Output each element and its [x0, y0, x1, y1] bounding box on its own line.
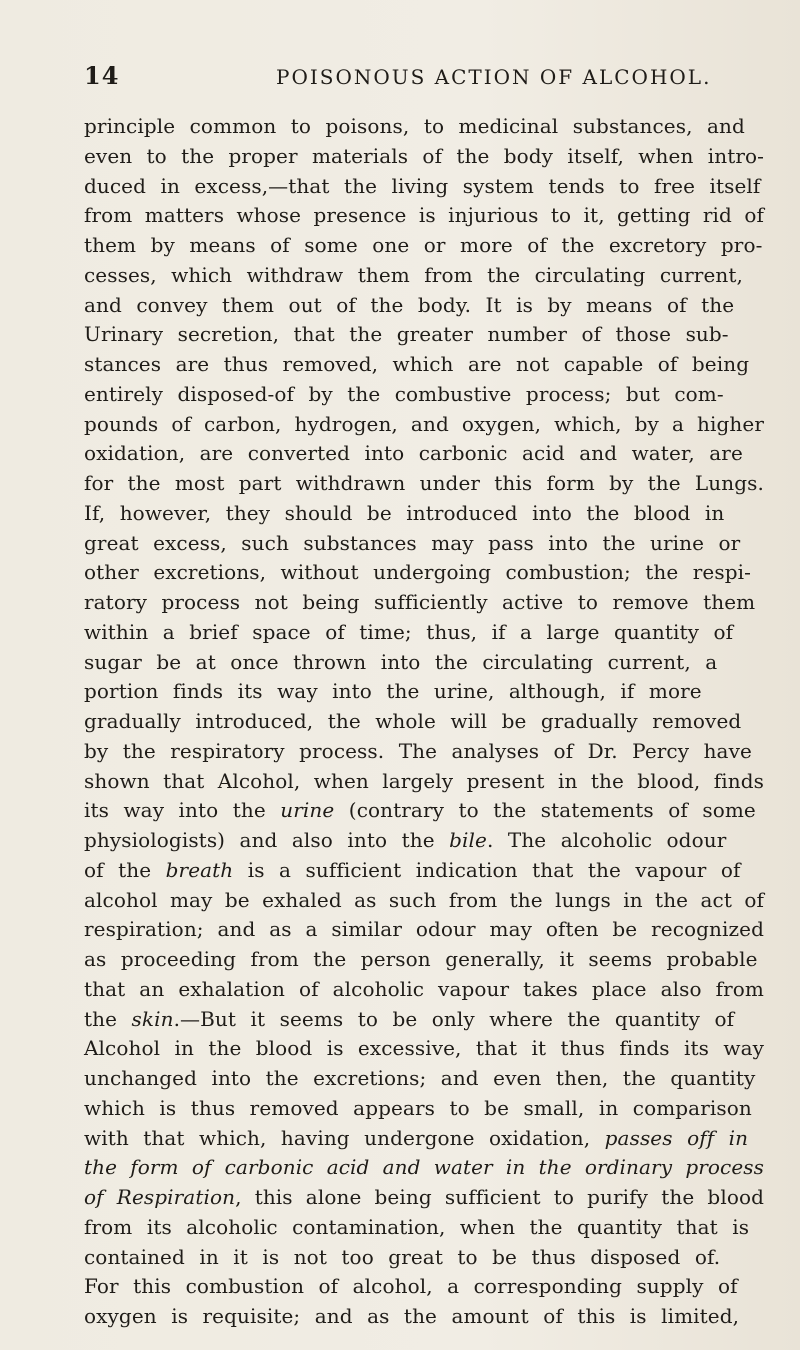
body-text: [84, 112, 764, 1332]
text-line: [84, 142, 764, 172]
text-run: contained in it is not too great to be thus disposed of.: [84, 1244, 721, 1269]
text-line: [84, 886, 764, 916]
text-run: alcohol may be exhaled as such from the lungs in the act of: [84, 887, 764, 912]
text-run: by the respiratory process. The analyses of Dr. Percy have: [84, 738, 752, 763]
text-line: [84, 231, 764, 261]
text-line: [84, 1094, 764, 1124]
text-run: (contrary to the statements of some: [334, 798, 756, 823]
text-run: and convey them out of the body. It is by means of the: [84, 292, 735, 317]
text-line: [84, 1034, 764, 1064]
text-line: [84, 1005, 764, 1035]
italic-text: urine: [280, 798, 335, 823]
text-line: [84, 1213, 764, 1243]
text-line: [84, 1124, 764, 1154]
text-run: from matters whose presence is injurious to it, getting rid of: [84, 203, 764, 228]
text-line: [84, 826, 764, 856]
text-run: unchanged into the excretions; and even then, the quantity: [84, 1066, 756, 1090]
text-run: stances are thus removed, which are not capable of being: [84, 352, 750, 376]
text-line: [84, 796, 764, 826]
text-run: For this combustion of alcohol, a corresponding supply of: [84, 1274, 738, 1299]
text-line: [84, 767, 764, 797]
text-line: [84, 856, 764, 886]
text-line: [84, 1153, 764, 1183]
text-run: even to the proper materials of the body itself, when intro-: [84, 143, 764, 168]
text-line: [84, 1243, 764, 1273]
italic-text: skin: [131, 1006, 174, 1031]
text-line: [84, 439, 764, 469]
text-run: with that which, having undergone oxidation,: [84, 1125, 605, 1150]
text-line: [84, 618, 764, 648]
text-run: duced in excess,—that the living system tends to free itself: [84, 173, 761, 198]
italic-text: of Respiration: [84, 1185, 236, 1209]
text-line: [84, 499, 764, 529]
text-run: shown that Alcohol, when largely present in the blood, finds: [84, 768, 764, 793]
text-line: [84, 648, 764, 678]
text-run: that an exhalation of alcoholic vapour takes place also from: [84, 976, 764, 1001]
italic-text: passes off in: [604, 1125, 749, 1150]
text-line: [84, 261, 764, 291]
text-run: the: [84, 1006, 132, 1031]
text-run: great excess, such substances may pass into the urine or: [84, 530, 741, 555]
text-run: entirely disposed-of by the combustive process; but com-: [84, 381, 724, 406]
text-run: within a brief space of time; thus, if a large quantity of: [84, 619, 734, 644]
text-line: [84, 291, 764, 321]
italic-text: bile: [449, 828, 487, 852]
text-run: principle common to poisons, to medicinal substances, and: [84, 114, 745, 138]
text-line: [84, 529, 764, 559]
page-number: 14: [84, 61, 120, 90]
text-line: [84, 945, 764, 975]
text-run: If, however, they should be introduced into the blood in: [84, 500, 725, 525]
text-run: oxygen is requisite; and as the amount of this is limited,: [84, 1304, 740, 1328]
text-run: . The alcoholic odour: [486, 828, 727, 852]
text-run: oxidation, are converted into carbonic acid and water, are: [84, 441, 743, 466]
text-run: gradually introduced, the whole will be gradually removed: [84, 709, 742, 733]
text-line: [84, 380, 764, 410]
text-line: [84, 1183, 764, 1213]
text-line: [84, 915, 764, 945]
text-line: [84, 588, 764, 618]
text-line: [84, 410, 764, 440]
text-run: sugar be at once thrown into the circulating current, a: [84, 649, 718, 674]
text-line: [84, 201, 764, 231]
text-run: pounds of carbon, hydrogen, and oxygen, which, by a higher: [84, 411, 764, 436]
running-title: POISONOUS ACTION OF ALCOHOL.: [276, 65, 712, 89]
text-run: .—But it seems to be only where the quantity of: [173, 1006, 735, 1031]
text-run: other excretions, without undergoing combustion; the respi-: [84, 560, 751, 585]
text-run: which is thus removed appears to be small, in comparison: [84, 1095, 752, 1120]
text-run: as proceeding from the person generally, it seems probable: [84, 947, 758, 971]
text-run: cesses, which withdraw them from the circulating current,: [84, 262, 743, 287]
text-line: [84, 677, 764, 707]
text-run: from its alcoholic contamination, when the quantity that is: [84, 1214, 750, 1239]
text-run: its way into the: [84, 798, 281, 823]
text-line: [84, 172, 764, 202]
text-run: physiologists) and also into the: [84, 828, 450, 852]
text-line: [84, 558, 764, 588]
text-line: [84, 469, 764, 499]
page-header: [84, 61, 774, 91]
text-line: [84, 707, 764, 737]
text-run: them by means of some one or more of the excretory pro-: [84, 233, 763, 257]
text-run: respiration; and as a similar odour may often be recognized: [84, 917, 764, 942]
text-run: for the most part withdrawn under this form by the Lungs.: [84, 471, 764, 495]
text-run: ratory process not being sufficiently active to remove them: [84, 590, 756, 614]
text-line: [84, 112, 764, 142]
text-run: of the: [84, 857, 166, 882]
text-run: is a sufficient indication that the vapour of: [233, 857, 741, 882]
text-line: [84, 320, 764, 350]
text-line: [84, 1272, 764, 1302]
text-line: [84, 975, 764, 1005]
text-run: Urinary secretion, that the greater number of those sub-: [84, 322, 729, 347]
text-line: [84, 1302, 764, 1332]
text-run: Alcohol in the blood is excessive, that it thus finds its way: [84, 1036, 764, 1061]
text-line: [84, 350, 764, 380]
text-line: [84, 1064, 764, 1094]
text-run: portion finds its way into the urine, although, if more: [84, 679, 702, 704]
italic-text: the form of carbonic acid and water in the ordinary process: [84, 1155, 764, 1180]
text-line: [84, 737, 764, 767]
italic-text: breath: [165, 857, 234, 882]
text-run: , this alone being sufficient to purify the blood: [235, 1185, 764, 1209]
